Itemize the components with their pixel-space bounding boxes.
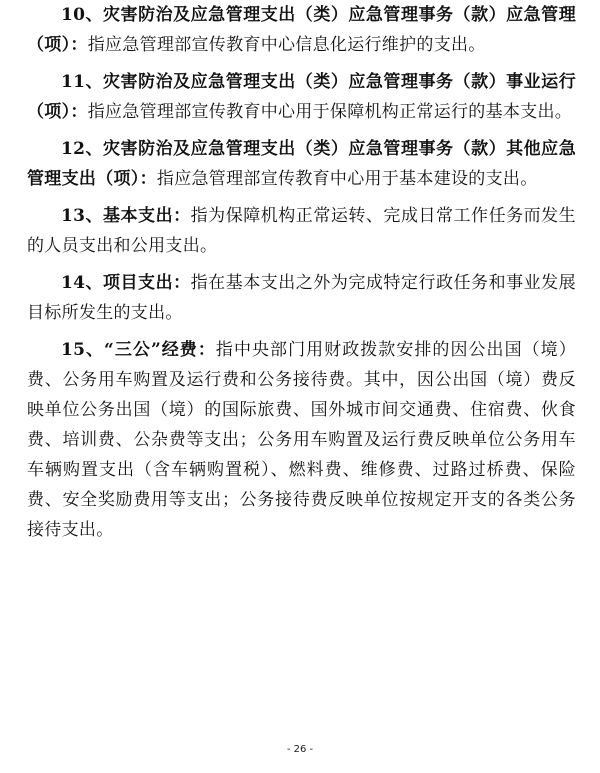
paragraph-term: 10、灾害防治及应急管理支出（类）应急管理事务（款）应急管理（项）： (27, 5, 576, 55)
paragraph-item-15 (27, 335, 576, 545)
paragraph-item-14 (27, 268, 576, 328)
paragraph-item-10 (27, 0, 576, 60)
paragraph-item-13 (27, 201, 576, 261)
paragraph-text: 指在基本支出之外为完成特定行政任务和事业发展目标所发生的支出。 (27, 273, 576, 323)
paragraph-term: 15、“三公”经费： (61, 340, 216, 360)
paragraph-text: 指应急管理部宣传教育中心用于基本建设的支出。 (156, 169, 538, 189)
paragraph-item-11 (27, 67, 576, 127)
paragraph-text: 指中央部门用财政拨款安排的因公出国（境）费、公务用车购置及运行费和公务接待费。其中，因公出国（境）费反映单位公务出国（境）的国际旅费、国外城市间交通费、住宿费、伙食费、培训费、公杂费等支出；公务用车购置及运行费反映单位公务用车车辆购置支出（含车辆购置税）、燃料费、维修费、过路过桥费、保险费、安全奖励费用等支出；公务接待费反映单位按规定开支的各类公务接待支出。 (27, 340, 577, 540)
paragraph-text: 指为保障机构正常运转、完成日常工作任务而发生的人员支出和公用支出。 (27, 206, 576, 256)
document-body (27, 0, 576, 552)
paragraph-term: 14、项目支出： (61, 273, 191, 293)
paragraph-term: 12、灾害防治及应急管理支出（类）应急管理事务（款）其他应急管理支出（项）： (27, 139, 576, 189)
paragraph-term: 11、灾害防治及应急管理支出（类）应急管理事务（款）事业运行（项）： (27, 72, 576, 122)
paragraph-text: 指应急管理部宣传教育中心用于保障机构正常运行的基本支出。 (87, 102, 573, 122)
page-number: - 26 - (286, 744, 314, 755)
paragraph-item-12 (27, 134, 576, 194)
paragraph-text: 指应急管理部宣传教育中心信息化运行维护的支出。 (87, 35, 486, 55)
paragraph-term: 13、基本支出： (61, 206, 191, 226)
